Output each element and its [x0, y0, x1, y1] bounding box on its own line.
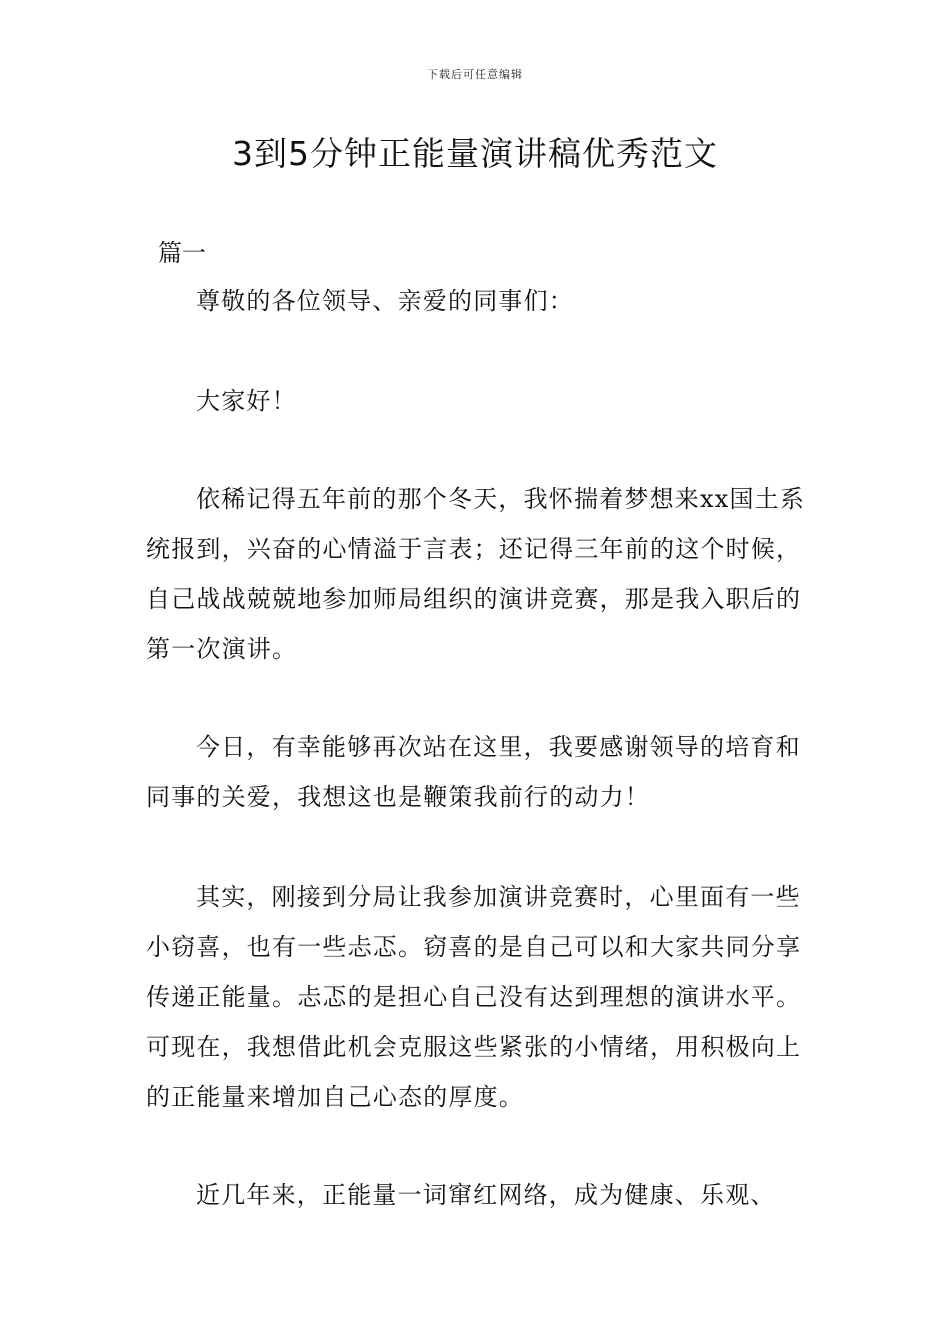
document-title: 3到5分钟正能量演讲稿优秀范文	[232, 134, 718, 173]
paragraph-memory: 依稀记得五年前的那个冬天，我怀揣着梦想来xx国土系统报到，兴奋的心情溢于言表；还记得三年前的这个时候，自己战战兢兢地参加师局组织的演讲竞赛，那是我入职后的第一次演讲。	[146, 485, 806, 663]
section-label: 篇一	[158, 239, 206, 267]
paragraph-recent-years: 近几年来，正能量一词窜红网络，成为健康、乐观、	[196, 1181, 776, 1209]
paragraph-greeting: 大家好！	[196, 387, 297, 415]
header-note: 下载后可任意编辑	[427, 68, 523, 81]
paragraph-feelings: 其实，刚接到分局让我参加演讲竞赛时，心里面有一些小窃喜，也有一些忐忑。窃喜的是自己可以和大家共同分享传递正能量。忐忑的是担心自己没有达到理想的演讲水平。可现在，我想借此机会克服这些紧张的小情绪，用积极向上的正能量来增加自己心态的厚度。	[146, 883, 802, 1111]
paragraph-salutation: 尊敬的各位领导、亲爱的同事们：	[196, 287, 574, 315]
paragraph-thanks: 今日，有幸能够再次站在这里，我要感谢领导的培育和同事的关爱，我想这也是鞭策我前行的动力！	[146, 733, 801, 811]
